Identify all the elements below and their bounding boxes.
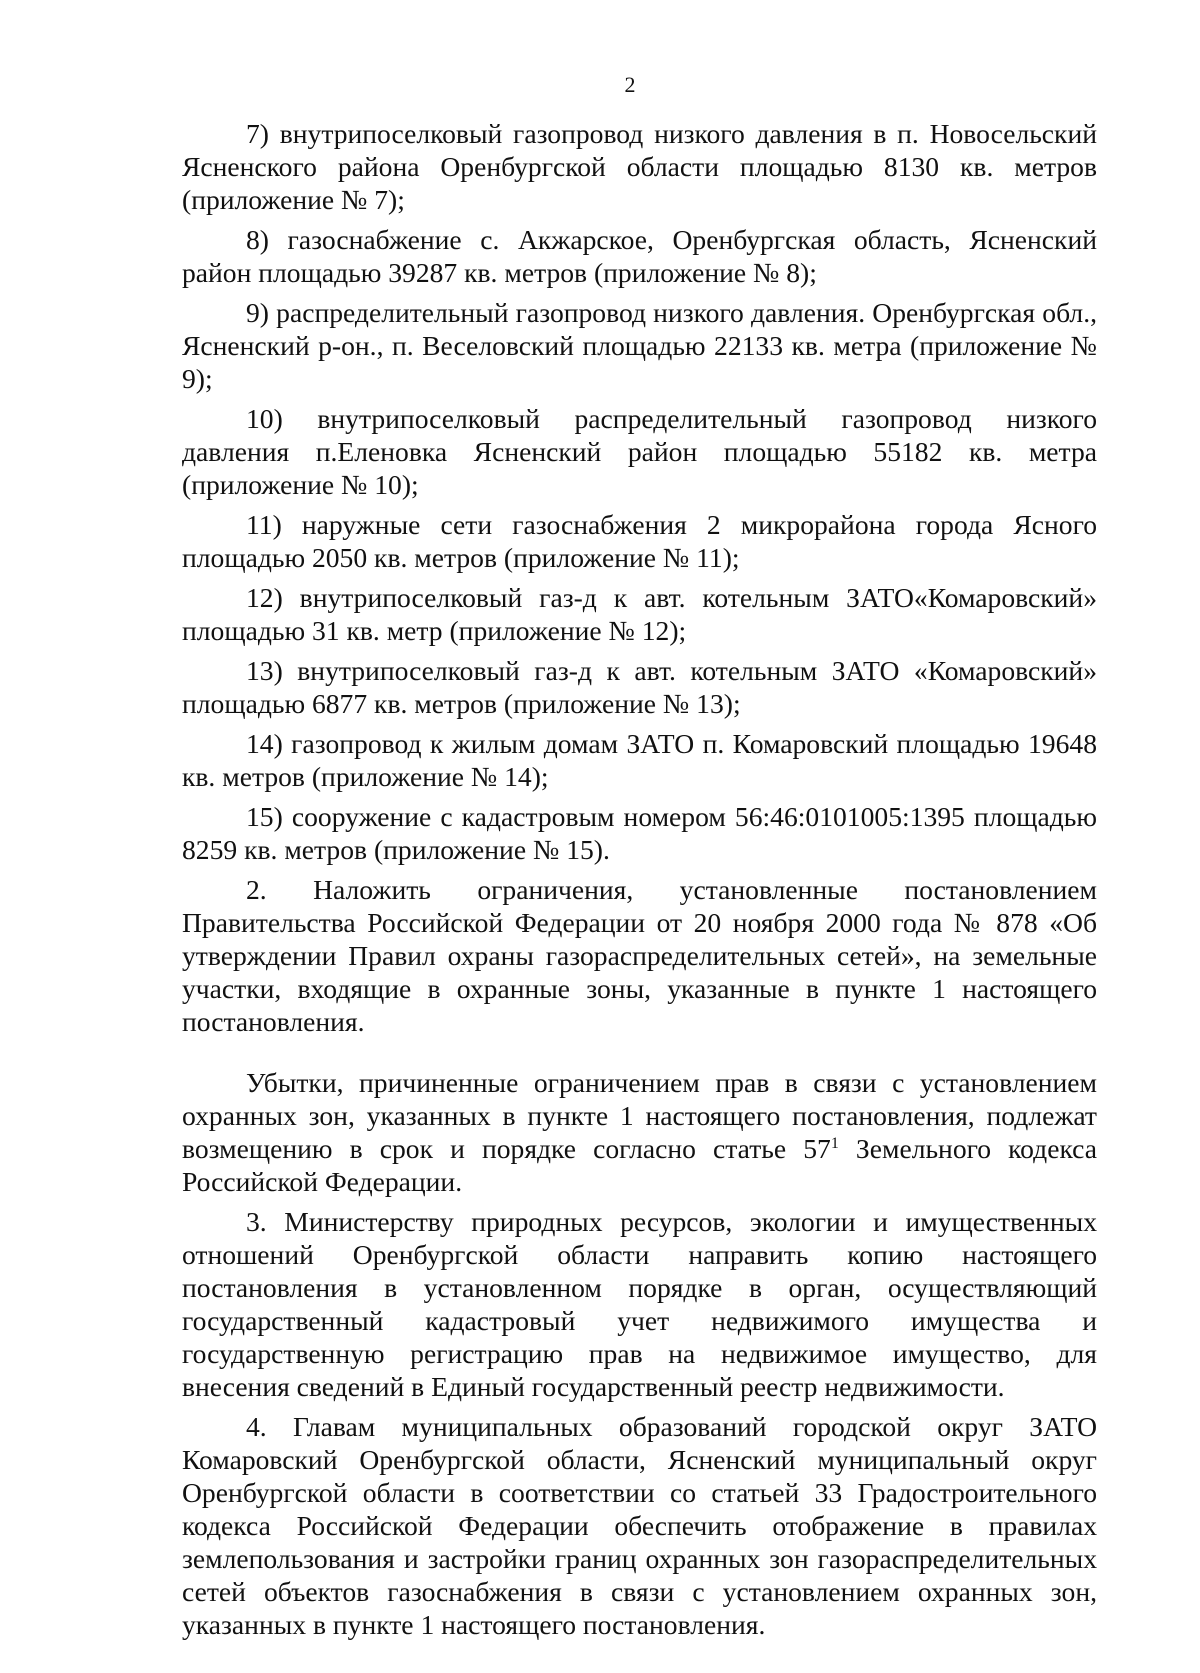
list-item-13: 13) внутрипоселковый газ-д к авт. котельным ЗАТО «Комаровский» площадью 6877 кв. метров (приложение № 13); bbox=[182, 655, 1097, 719]
losses-paragraph bbox=[182, 1066, 1097, 1198]
list-item-7: 7) внутрипоселковый газопровод низкого давления в п. Новосельский Ясненского района Оренбургской области площадью 8130 кв. метров (приложение № 7); bbox=[182, 118, 1097, 215]
list-item-9: 9) распределительный газопровод низкого давления. Оренбургская обл., Ясненский р-он., п. Веселовский площадью 22133 кв. метра (приложение № 9); bbox=[182, 297, 1097, 394]
losses-text-after: Земельного кодекса Российской Федерации. bbox=[182, 1133, 1097, 1197]
list-item-14: 14) газопровод к жилым домам ЗАТО п. Комаровский площадью 19648 кв. метров (приложение № 14); bbox=[182, 728, 1097, 792]
article-superscript: 1 bbox=[830, 1135, 839, 1152]
section-2-paragraph: 2. Наложить ограничения, установленные постановлением Правительства Российской Федерации от 20 ноября 2000 года № 878 «Об утверждении Правил охраны газораспределительных сетей», на земельные участки, входящие в охранные зоны, указанные в пункте 1 настоящего постановления. bbox=[182, 874, 1097, 1037]
section-4-paragraph: 4. Главам муниципальных образований городской округ ЗАТО Комаровский Оренбургской области, Ясненский муниципальный округ Оренбургской области в соответствии со статьей 33 Градостроительного кодекса Российской Федерации обеспечить отображение в правилах землепользования и застройки границ охранных зон газораспределительных сетей объектов газоснабжения в связи с установлением охранных зон, указанных в пункте 1 настоящего постановления. bbox=[182, 1411, 1097, 1640]
losses-text-before: Убытки, причиненные ограничением прав в связи с установлением охранных зон, указанных в пункте 1 настоящего постановления, подлежат возмещению в срок и порядке согласно статье 57 bbox=[182, 1067, 1097, 1164]
section-3-paragraph: 3. Министерству природных ресурсов, экологии и имущественных отношений Оренбургской области направить копию настоящего постановления в установленном порядке в орган, осуществляющий государственный кадастровый учет недвижимого имущества и государственную регистрацию прав на недвижимое имущество, для внесения сведений в Единый государственный реестр недвижимости. bbox=[182, 1206, 1097, 1402]
list-item-8: 8) газоснабжение с. Акжарское, Оренбургская область, Ясненский район площадью 39287 кв. метров (приложение № 8); bbox=[182, 224, 1097, 288]
list-item-12: 12) внутрипоселковый газ-д к авт. котельным ЗАТО«Комаровский» площадью 31 кв. метр (приложение № 12); bbox=[182, 582, 1097, 646]
document-body bbox=[182, 117, 1097, 1641]
list-item-10: 10) внутрипоселковый распределительный газопровод низкого давления п.Еленовка Ясненский район площадью 55182 кв. метра (приложение № 10); bbox=[182, 403, 1097, 500]
page-number: 2 bbox=[624, 72, 636, 97]
list-item-15: 15) сооружение с кадастровым номером 56:46:0101005:1395 площадью 8259 кв. метров (приложение № 15). bbox=[182, 801, 1097, 865]
list-item-11: 11) наружные сети газоснабжения 2 микрорайона города Ясного площадью 2050 кв. метров (приложение № 11); bbox=[182, 509, 1097, 573]
